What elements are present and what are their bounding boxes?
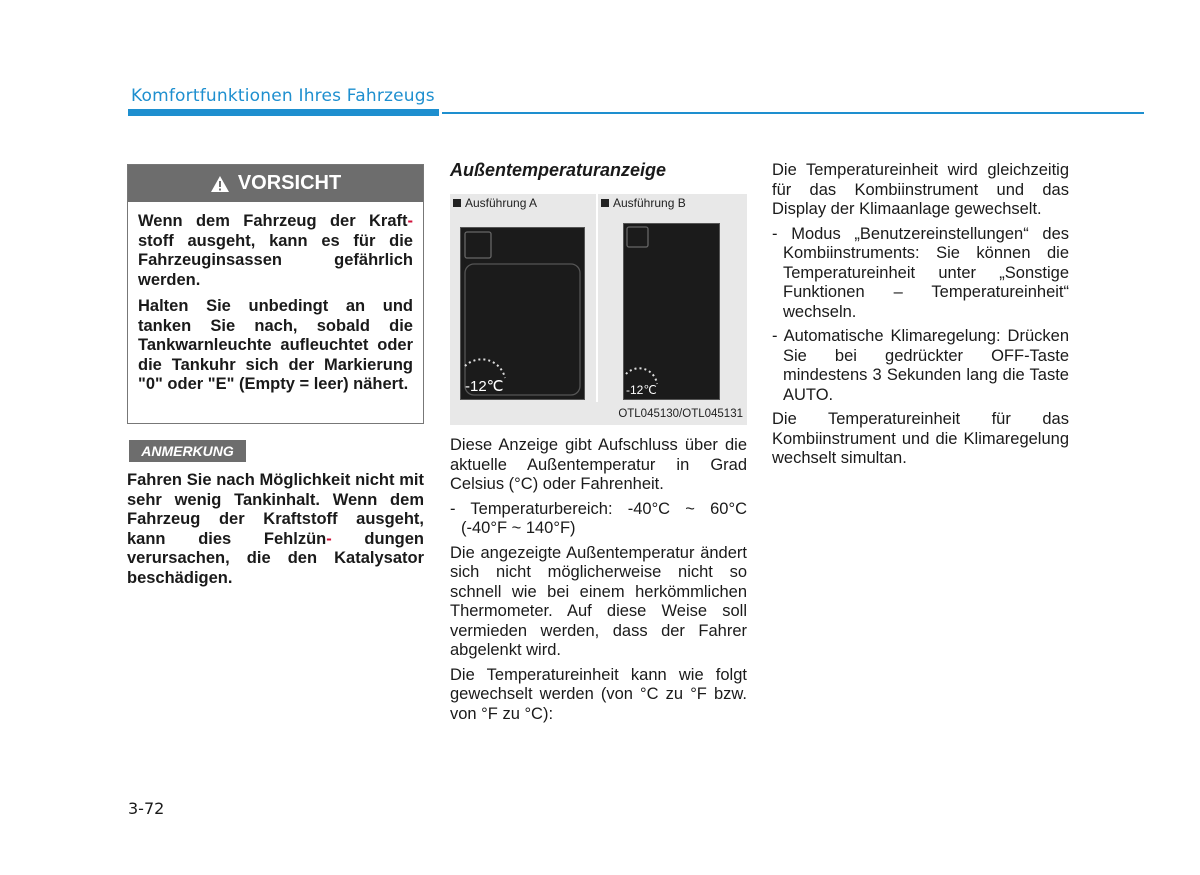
middle-paragraph-2: Die angezeigte Außentemperatur ändert sich nicht möglicherweise nicht so schnell wie bei einem herkömmlichen Thermometer. Auf diese Weise soll vermieden werden, dass der Fahrer abgelenkt wird. [450,543,747,659]
right-paragraph-1: Die Temperatureinheit wird gleichzeitig für das Kombiinstrument und das Display der Klimaanlage gewechselt. [772,161,1069,218]
figure-code: OTL045130/OTL045131 [618,408,743,420]
note-text: Fahren Sie nach Möglichkeit nicht mit sehr wenig Tankinhalt. Wenn dem Fahrzeug der Kraftstoff ausgeht, kann dies Fehlzün- dungen verursachen, die den Katalysator beschädigen. [127,471,424,587]
svg-text:-12℃: -12℃ [465,378,504,395]
middle-text [450,436,747,729]
figure-label-a: Ausführung A [453,196,537,210]
right-dash-1: - Modus „Benutzereinstellungen“ des Kombiinstruments: Sie können die Temperatureinheit unter „Sonstige Funktionen – Temperatureinheit“ wechseln. [772,224,1069,321]
caution-heading: VORSICHT [237,172,342,194]
square-bullet-icon [601,199,609,207]
page-number: 3-72 [128,799,165,818]
display-b-graphic [624,224,719,399]
header-rule-thin [442,112,1144,114]
right-paragraph-2: Die Temperatureinheit für das Kombiinstrument und die Klimaregelung wechselt simultan. [772,410,1069,467]
caution-box [127,164,424,424]
cluster-display-a [460,227,585,400]
display-a-graphic [461,228,584,399]
middle-paragraph-1: Diese Anzeige gibt Aufschluss über die aktuelle Außentemperatur in Grad Celsius (°C) oder Fahrenheit. [450,436,747,493]
note-label: ANMERKUNG [129,440,246,462]
figure-label-b: Ausführung B [601,196,686,210]
cluster-display-b [623,223,720,400]
section-title: Außentemperaturanzeige [450,160,667,180]
right-text [772,161,1069,474]
svg-text:-12℃: -12℃ [626,383,657,397]
caution-paragraph-2: Halten Sie unbedingt an und tanken Sie nach, sobald die Tankwarnleuchte aufleuchtet oder die Tankuhr sich der Markierung "0" oder "E" (Empty = leer) nähert. [138,297,413,393]
figure-divider [596,194,598,402]
chapter-title: Komfortfunktionen Ihres Fahrzeugs [131,86,435,106]
caution-paragraph-1: Wenn dem Fahrzeug der Kraft- stoff ausgeht, kann es für die Fahrzeuginsassen gefährlich werden. [138,212,413,289]
middle-dash-1: - Temperaturbereich: -40°C ~ 60°C (-40°F ~ 140°F) [450,499,747,537]
warning-triangle-icon [210,175,230,193]
figure-outside-temperature [450,194,747,425]
caution-header [128,165,423,202]
header-rule-thick [128,109,439,116]
square-bullet-icon [453,199,461,207]
middle-paragraph-3: Die Temperatureinheit kann wie folgt gewechselt werden (von °C zu °F bzw. von °F zu °C): [450,665,747,723]
right-dash-2: - Automatische Klimaregelung: Drücken Sie bei gedrückter OFF-Taste mindestens 3 Sekunden lang die Taste AUTO. [772,327,1069,404]
